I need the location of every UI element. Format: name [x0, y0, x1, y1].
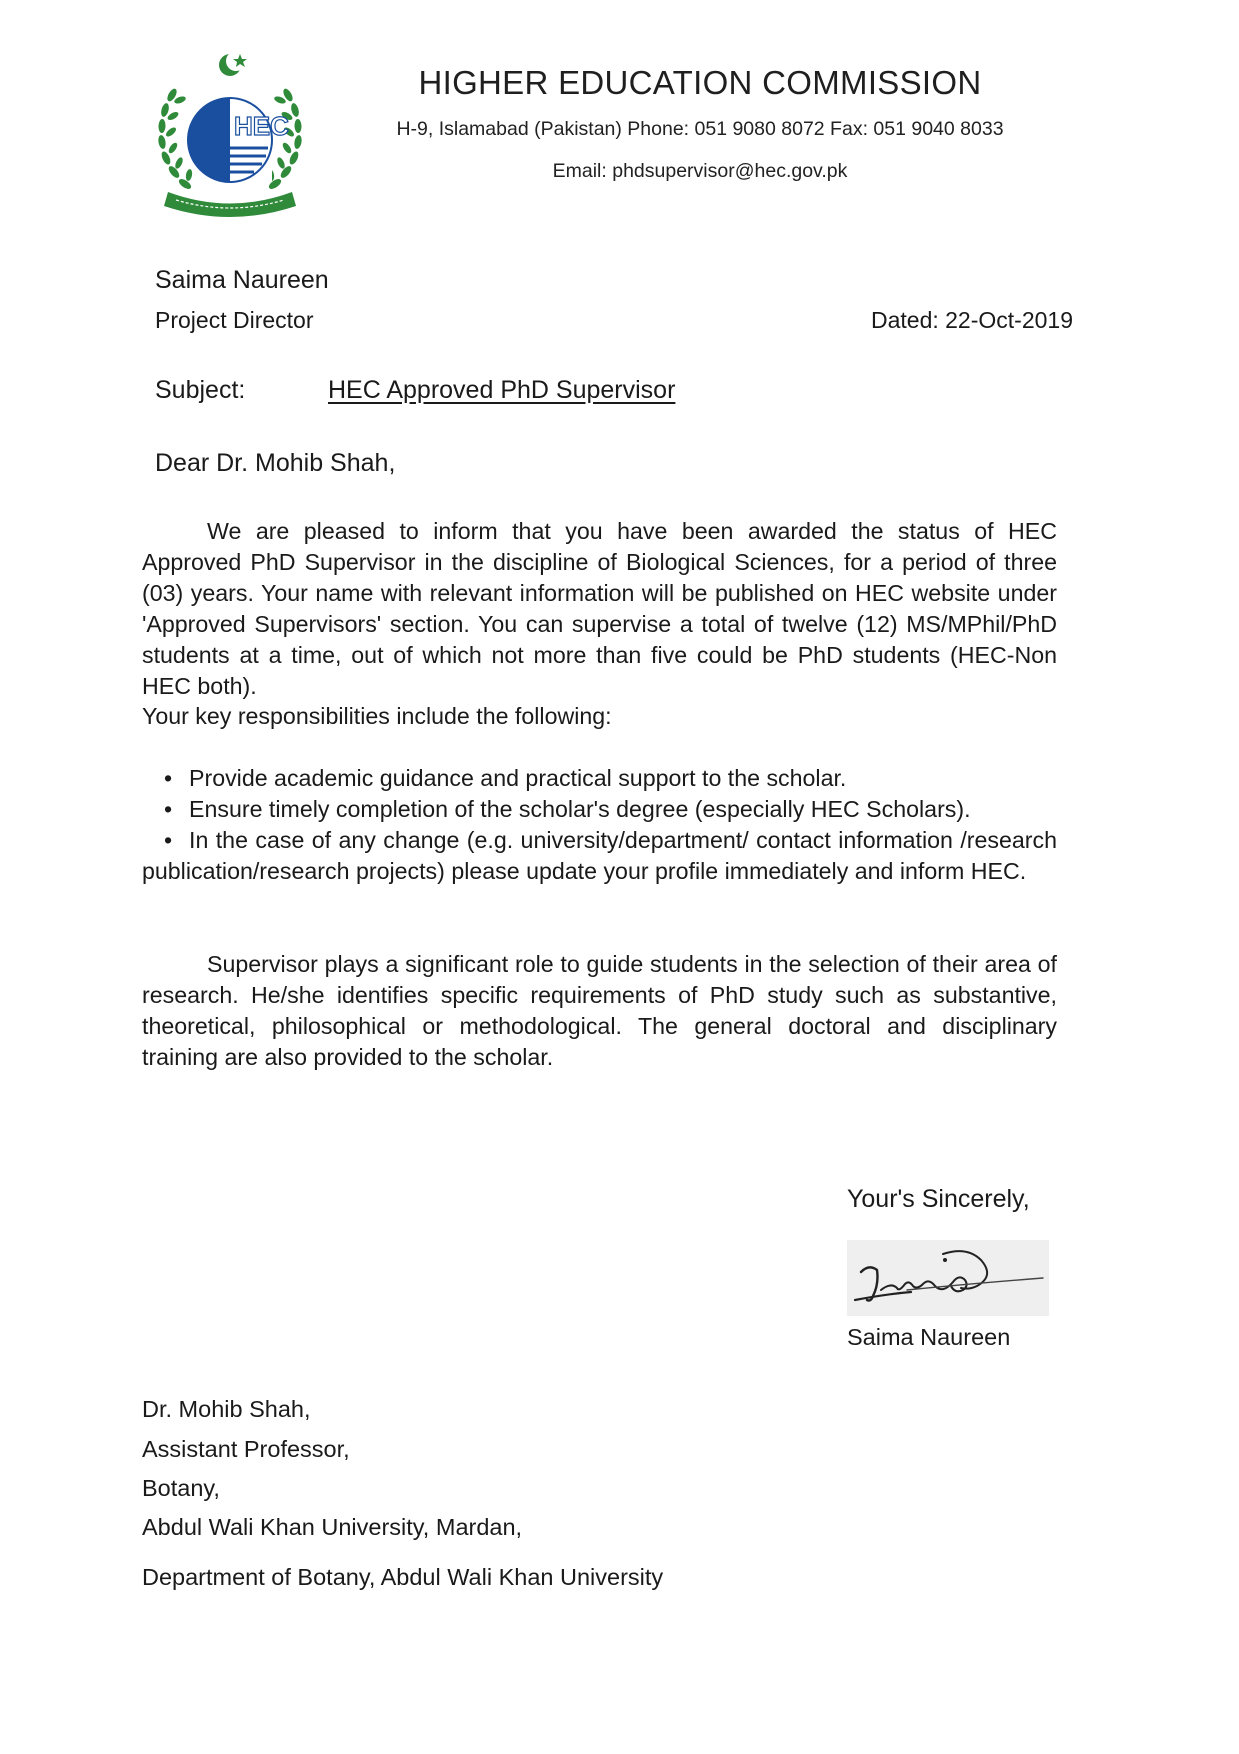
sender-name: Saima Naureen [155, 266, 329, 294]
sender-title: Project Director [155, 307, 314, 333]
signature-image [847, 1240, 1049, 1316]
list-item [142, 763, 1057, 794]
bullet-icon: • [164, 765, 173, 791]
salutation: Dear Dr. Mohib Shah, [155, 449, 396, 477]
recipient-department: Department of Botany, Abdul Wali Khan University [142, 1564, 664, 1590]
letter-date: Dated: 22-Oct-2019 [870, 307, 1073, 333]
body-paragraph-1: We are pleased to inform that you have been awarded the status of HEC Approved PhD Supervisor in the discipline of Biological Sciences, for a period of three (03) years. Your name with relevant information will be published on HEC website under 'Approved Supervisors' section. You can supervise a total of twelve (12) MS/MPhil/PhD students at a time, out of which not more than five could be PhD students (HEC-Non HEC both). [142, 518, 1057, 699]
bullet-icon: • [164, 796, 173, 822]
recipient-name: Dr. Mohib Shah, [142, 1396, 311, 1422]
bullet-icon: • [164, 827, 173, 853]
list-item-text: In the case of any change (e.g. university/department/ contact information /research publication/research projects) please update your profile immediately and inform HEC. [142, 827, 1057, 884]
responsibilities-list [142, 763, 1057, 887]
valediction: Your's Sincerely, [847, 1185, 1030, 1213]
hec-logo [150, 50, 310, 220]
hec-emblem-icon [150, 50, 310, 220]
recipient-university: Abdul Wali Khan University, Mardan, [142, 1514, 523, 1540]
body-paragraph-3: Supervisor plays a significant role to guide students in the selection of their area of research. He/she identifies specific requirements of PhD study such as substantive, theoretical, philosophical or methodological. The general doctoral and disciplinary training are also provided to the scholar. [142, 951, 1057, 1070]
organization-email: Email: phdsupervisor@hec.gov.pk [552, 160, 848, 182]
handwritten-signature-icon [847, 1240, 1049, 1316]
list-item-text: Ensure timely completion of the scholar's degree (especially HEC Scholars). [189, 796, 971, 822]
subject-label: Subject: [155, 376, 246, 404]
body-paragraph-2: Your key responsibilities include the following: [142, 703, 612, 729]
list-item [142, 794, 1057, 825]
recipient-designation: Assistant Professor, [142, 1436, 350, 1462]
svg-text:HEC: HEC [234, 111, 289, 141]
organization-name: HIGHER EDUCATION COMMISSION [418, 64, 982, 101]
subject-text: HEC Approved PhD Supervisor [328, 376, 676, 404]
recipient-subject: Botany, [142, 1475, 220, 1501]
organization-address: H-9, Islamabad (Pakistan) Phone: 051 9080 8072 Fax: 051 9040 8033 [396, 118, 1004, 140]
signatory-name: Saima Naureen [847, 1324, 1011, 1350]
list-item [142, 825, 1057, 887]
list-item-text: Provide academic guidance and practical support to the scholar. [189, 765, 847, 791]
